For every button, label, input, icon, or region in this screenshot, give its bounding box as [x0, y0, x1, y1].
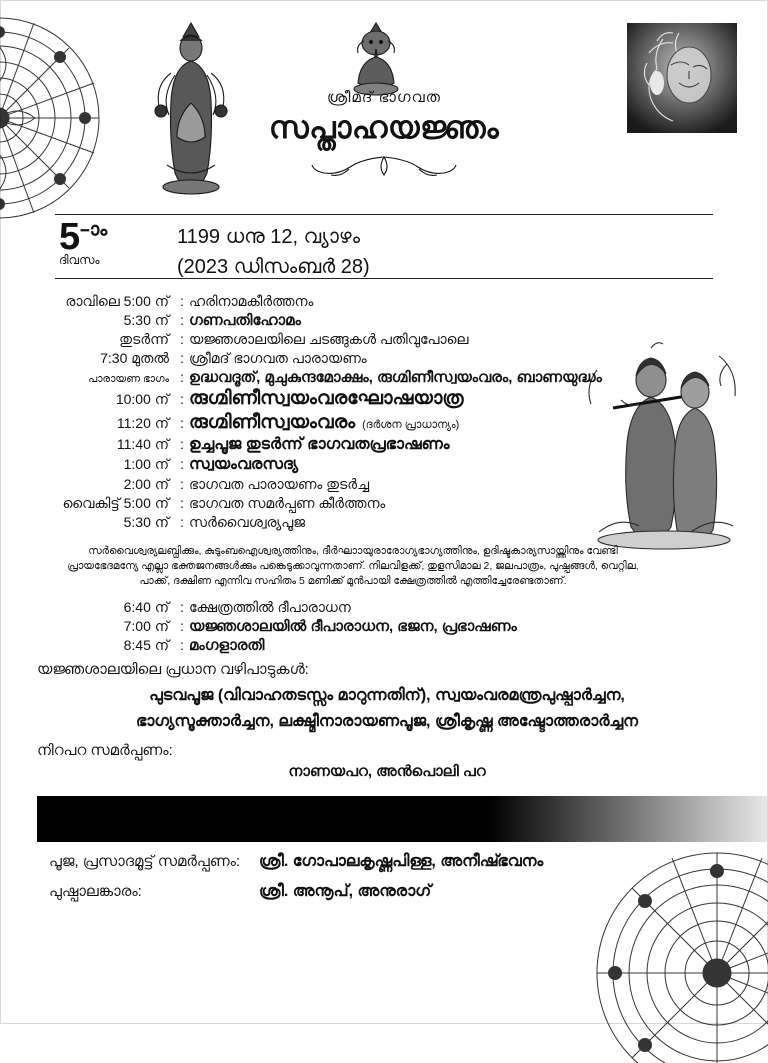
schedule-separator: : — [180, 391, 184, 407]
schedule-separator: : — [180, 476, 184, 492]
schedule-row — [41, 331, 641, 348]
credit-row — [49, 883, 709, 901]
schedule-separator: : — [180, 599, 184, 615]
schedule-time: പാരായണ ഭാഗം — [88, 373, 169, 385]
schedule-time: 11:20 ന് — [116, 415, 169, 431]
schedule-event: ഭാഗവത സമർപ്പണ കീർത്തനം — [189, 495, 386, 511]
credit-value: ശ്രീ. അനൂപ്, അനുരാഗ് — [259, 883, 432, 900]
schedule-row — [41, 618, 641, 635]
schedule-time: 6:40 ന് — [123, 599, 169, 615]
day-number-block — [59, 216, 169, 268]
schedule-event: സർവൈശ്വര്യപൂജ — [189, 514, 306, 530]
offerings-heading-2: നിറപറ സമർപ്പണം: — [37, 742, 173, 760]
credit-value: ശ്രീ. ഗോപാലകൃഷ്ണപിള്ള, അനീഷ്ഭവനം — [259, 853, 544, 870]
schedule-time: 8:45 ന് — [123, 637, 169, 653]
credits-block — [49, 853, 709, 913]
schedule-time: 10:00 ന് — [115, 391, 169, 407]
schedule-separator: : — [180, 293, 184, 309]
schedule-separator: : — [180, 495, 184, 511]
schedule-row — [41, 456, 641, 474]
schedule-time: തുടർന്ന് — [119, 331, 169, 347]
schedule-time: 7:00 ന് — [123, 618, 169, 634]
schedule-event-note: (ദർശന പ്രാധാന്യം) — [362, 419, 460, 431]
schedule-row — [41, 436, 641, 454]
schedule-row — [41, 350, 641, 367]
schedule-separator: : — [180, 331, 184, 347]
day-number: 5 — [59, 216, 81, 258]
date-line-1: 1199 ധനു 12, വ്യാഴം — [177, 226, 360, 248]
notice-paragraph: സർവൈശ്വര്യലബ്ധിക്കും, കുടുംബഐശ്വര്യത്തിനും, ദീർഘാായുരാരോഗ്യഭാഗ്യത്തിനും, ഉദിഷ്ടകാര്യസായ്ത്തിനും വേണ്ടി പ്രായഭേദമന്യേ എല്ലാ ഭക്തജനങ്ങൾക്കും പങ്കെടുക്കാവുന്നതാണ്. നിലവിളക്ക്, തുളസിമാല 2, ജലപാത്രം, പുഷ്പങ്ങൾ, വെറ്റില, പാക്ക്, ദക്ഷിണ എന്നിവ സഹിതം 5 മണിക്ക് മുൻപായി ക്ഷേത്രത്തിൽ എത്തിച്ചേരേണ്ടതാണ്. — [67, 545, 639, 588]
schedule-time: 7:30 മുതൽ — [100, 350, 169, 366]
offerings-block — [37, 661, 737, 780]
schedule-row — [41, 476, 641, 493]
poster-title — [1, 89, 767, 184]
schedule-separator: : — [180, 436, 184, 452]
schedule-event: രുഗ്മിണീസ്വയംവരം — [189, 412, 356, 433]
schedule-separator: : — [180, 350, 184, 366]
schedule-event: സ്വയംവരസദ്യ — [189, 456, 299, 473]
schedule-event: ശ്രീമദ് ഭാഗവത പാരായണം — [189, 350, 367, 366]
schedule-event: ഗണപതിഹോമം — [189, 312, 301, 329]
ganesha-deity-icon — [346, 19, 406, 99]
credit-label: പുഷ്പാലങ്കാരം: — [49, 883, 142, 900]
schedule-event: ക്ഷേത്രത്തിൽ ദീപാരാധന — [189, 599, 351, 615]
schedule-separator: : — [180, 637, 184, 653]
schedule-separator: : — [180, 618, 184, 634]
floral-swirl-divider-icon — [289, 153, 479, 179]
schedule-time: 5:30 ന് — [123, 312, 169, 328]
schedule-separator: : — [180, 369, 184, 385]
schedule-row — [41, 369, 641, 386]
schedule-event: ഹരിനാമകീർത്തനം — [189, 293, 314, 309]
schedule-event: ഭാഗവത പാരായണം തുടർച്ച — [189, 476, 370, 492]
schedule-row — [41, 599, 641, 616]
schedule-time: 2:00 ന് — [123, 476, 169, 492]
schedule-time: രാവിലെ 5:00 ന് — [65, 293, 169, 309]
schedule-separator: : — [180, 312, 184, 328]
schedule-time: 5:30 ന് — [123, 514, 169, 530]
schedule-event: യജ്ഞശാലയിലെ ചടങ്ങുകൾ പതിവുപോലെ — [189, 331, 469, 347]
day-label: ദിവസം — [59, 253, 100, 268]
schedule-row — [41, 293, 641, 310]
schedule-row — [41, 388, 641, 410]
offerings-heading: യജ്ഞശാലയിലെ പ്രധാന വഴിപാടുകൾ: — [37, 661, 309, 678]
schedule-row — [41, 637, 641, 654]
credit-label: പൂജ, പ്രസാദമൂട്ട് സമർപ്പണം: — [49, 853, 241, 870]
schedule-separator: : — [180, 415, 184, 431]
schedule-time: 11:40 ന് — [116, 436, 169, 452]
schedule-time: വൈകിട്ട് 5:00 ന് — [62, 495, 169, 511]
schedule-list — [41, 293, 641, 533]
schedule-row — [41, 312, 641, 329]
schedule-event: യജ്ഞശാലയിൽ ദീപാരാധന, ഭജന, പ്രഭാഷണം — [189, 618, 517, 635]
footer-band — [37, 796, 767, 842]
title-small: ശ്രീമദ് ഭാഗവത — [327, 89, 441, 106]
offerings-line-2: ഭാഗ്യസൂക്താർച്ചന, ലക്ഷ്മീനാരായണപൂജ, ശ്രീകൃഷ്ണ അഷ്ടോത്തരാർച്ചന — [136, 712, 638, 730]
credit-row — [49, 853, 709, 871]
schedule-event: ഉദ്ധവദൂത്, മുചുകുന്ദമോക്ഷം, രുഗ്മിണീസ്വയംവരം, ബാണയുദ്ധം — [189, 369, 602, 386]
schedule-row — [41, 412, 641, 434]
schedule-separator: : — [180, 514, 184, 530]
offerings-line-1: പുടവപൂജ (വിവാഹതടസ്സം മാറുന്നതിന്), സ്വയംവരമന്ത്രപുഷ്പാർച്ചന, — [149, 687, 625, 704]
schedule-event: രുഗ്മിണീസ്വയംവരഘോഷയാത്ര — [189, 388, 464, 409]
offerings-line-3: നാണയപറ, അൻപൊലി പറ — [288, 763, 486, 781]
divider-top — [55, 214, 713, 215]
schedule-time: 1:00 ന് — [123, 456, 169, 472]
schedule-row — [41, 495, 641, 512]
schedule-event: മംഗളാരതി — [189, 637, 265, 654]
date-line-2: (2023 ഡിസംബർ 28) — [177, 256, 370, 278]
schedule-event: ഉച്ചപൂജ തുടർന്ന് ഭാഗവതപ്രഭാഷണം — [189, 436, 450, 453]
divider-bottom — [55, 278, 713, 279]
schedule-row — [41, 514, 641, 531]
date-block — [177, 222, 370, 282]
schedule-separator: : — [180, 456, 184, 472]
title-big: സപ്താഹയജ്ഞം — [268, 110, 500, 145]
schedule-list-evening — [41, 599, 641, 656]
day-suffix: –ാം — [80, 219, 108, 241]
